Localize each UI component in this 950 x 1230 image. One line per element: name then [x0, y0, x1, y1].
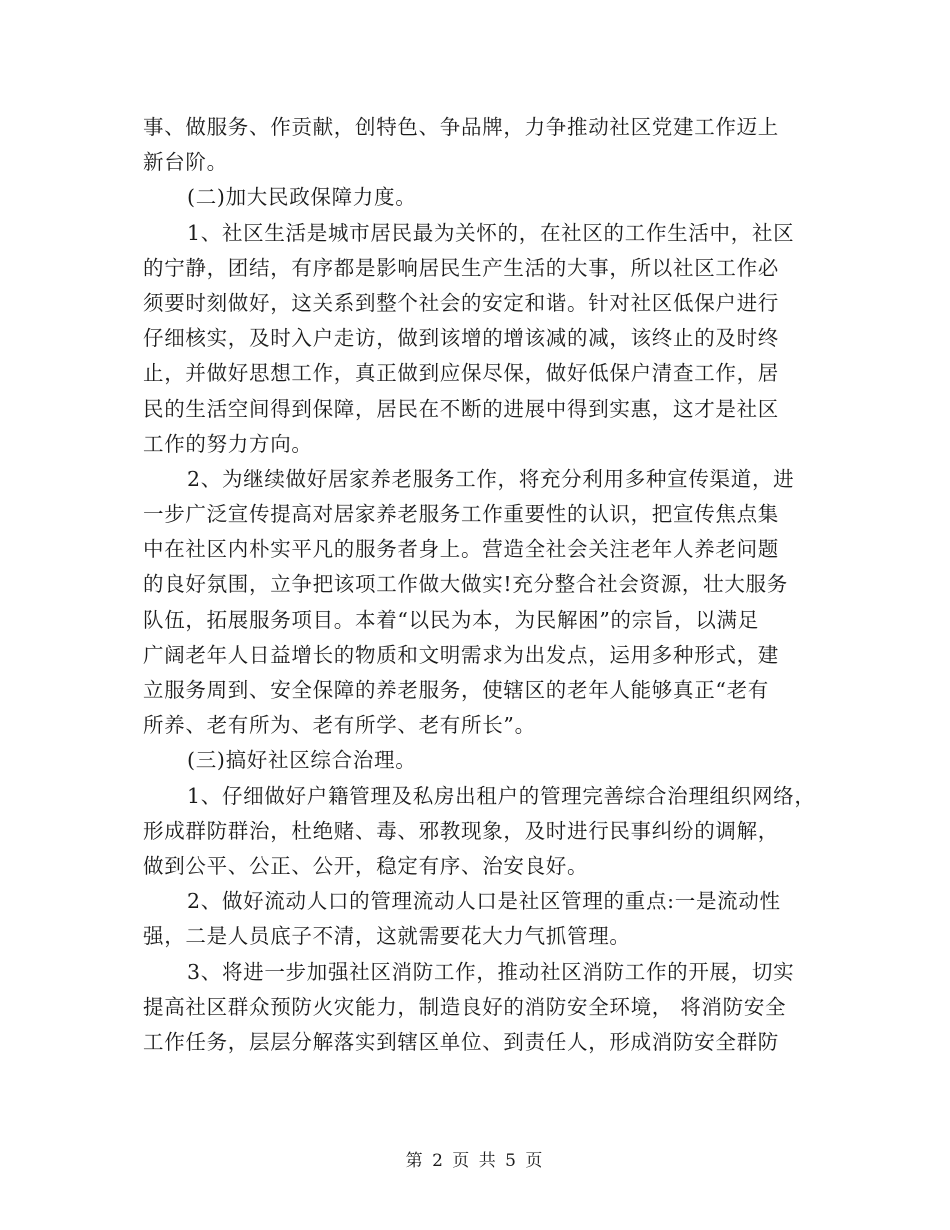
text-line: 队伍，拓展服务项目。本着“以民为本，为民解困”的宗旨，以满足 [143, 607, 759, 632]
text-line: 的宁静，团结，有序都是影响居民生产生活的大事，所以社区工作必 [143, 255, 779, 280]
text-line: 所养、老有所为、老有所学、老有所长”。 [143, 713, 536, 738]
text-line: 须要时刻做好，这关系到整个社会的安定和谐。针对社区低保户进行 [143, 290, 779, 315]
text-line: 立服务周到、安全保障的养老服务，使辖区的老年人能够真正“老有 [143, 678, 769, 702]
text-line: 做到公平、公正、公开，稳定有序、治安良好。 [143, 853, 589, 878]
text-line: 强，二是人员底子不清，这就需要花大力气抓管理。 [143, 924, 631, 949]
text-line: 事、做服务、作贡献，创特色、争品牌，力争推动社区党建工作迈上 [143, 115, 779, 139]
text-line: 工作的努力方向。 [143, 431, 313, 456]
text-line: 民的生活空间得到保障，居民在不断的进展中得到实惠，这才是社区 [143, 396, 779, 421]
text-line: 仔细核实，及时入户走访，做到该增的增该减的减，该终止的及时终 [143, 326, 779, 351]
text-line: (二)加大民政保障力度。 [187, 185, 417, 210]
text-line: 止，并做好思想工作，真正做到应保尽保，做好低保户清查工作，居 [143, 361, 779, 386]
text-line: 2、为继续做好居家养老服务工作，将充分利用多种宣传渠道，进 [187, 466, 795, 491]
document-body [143, 110, 823, 1060]
text-line: 3、将进一步加强社区消防工作，推动社区消防工作的开展，切实 [187, 959, 795, 984]
text-line: 2、做好流动人口的管理流动人口是社区管理的重点:一是流动性 [187, 889, 781, 914]
text-line: 形成群防群治，杜绝赌、毒、邪教现象，及时进行民事纠纷的调解， [143, 818, 779, 843]
text-line: 工作任务，层层分解落实到辖区单位、到责任人，形成消防安全群防 [143, 1029, 779, 1054]
text-line: 1、社区生活是城市居民最为关怀的，在社区的工作生活中，社区 [187, 220, 795, 245]
text-line: 新台阶。 [143, 150, 228, 175]
page-number-footer: 第 2 页 共 5 页 [405, 1151, 545, 1171]
text-line: 1、仔细做好户籍管理及私房出租户的管理完善综合治理组织网络， [187, 783, 816, 808]
text-line: 提高社区群众预防火灾能力，制造良好的消防安全环境， 将消防安全 [143, 994, 787, 1019]
text-line: 中在社区内朴实平凡的服务者身上。营造全社会关注老年人养老问题 [143, 537, 779, 562]
text-line: 一步广泛宣传提高对居家养老服务工作重要性的认识，把宣传焦点集 [143, 502, 779, 527]
text-line: 广阔老年人日益增长的物质和文明需求为出发点，运用多种形式，建 [143, 642, 779, 667]
text-line: 的良好氛围，立争把该项工作做大做实!充分整合社会资源，壮大服务 [143, 572, 788, 597]
text-line: (三)搞好社区综合治理。 [187, 748, 417, 773]
